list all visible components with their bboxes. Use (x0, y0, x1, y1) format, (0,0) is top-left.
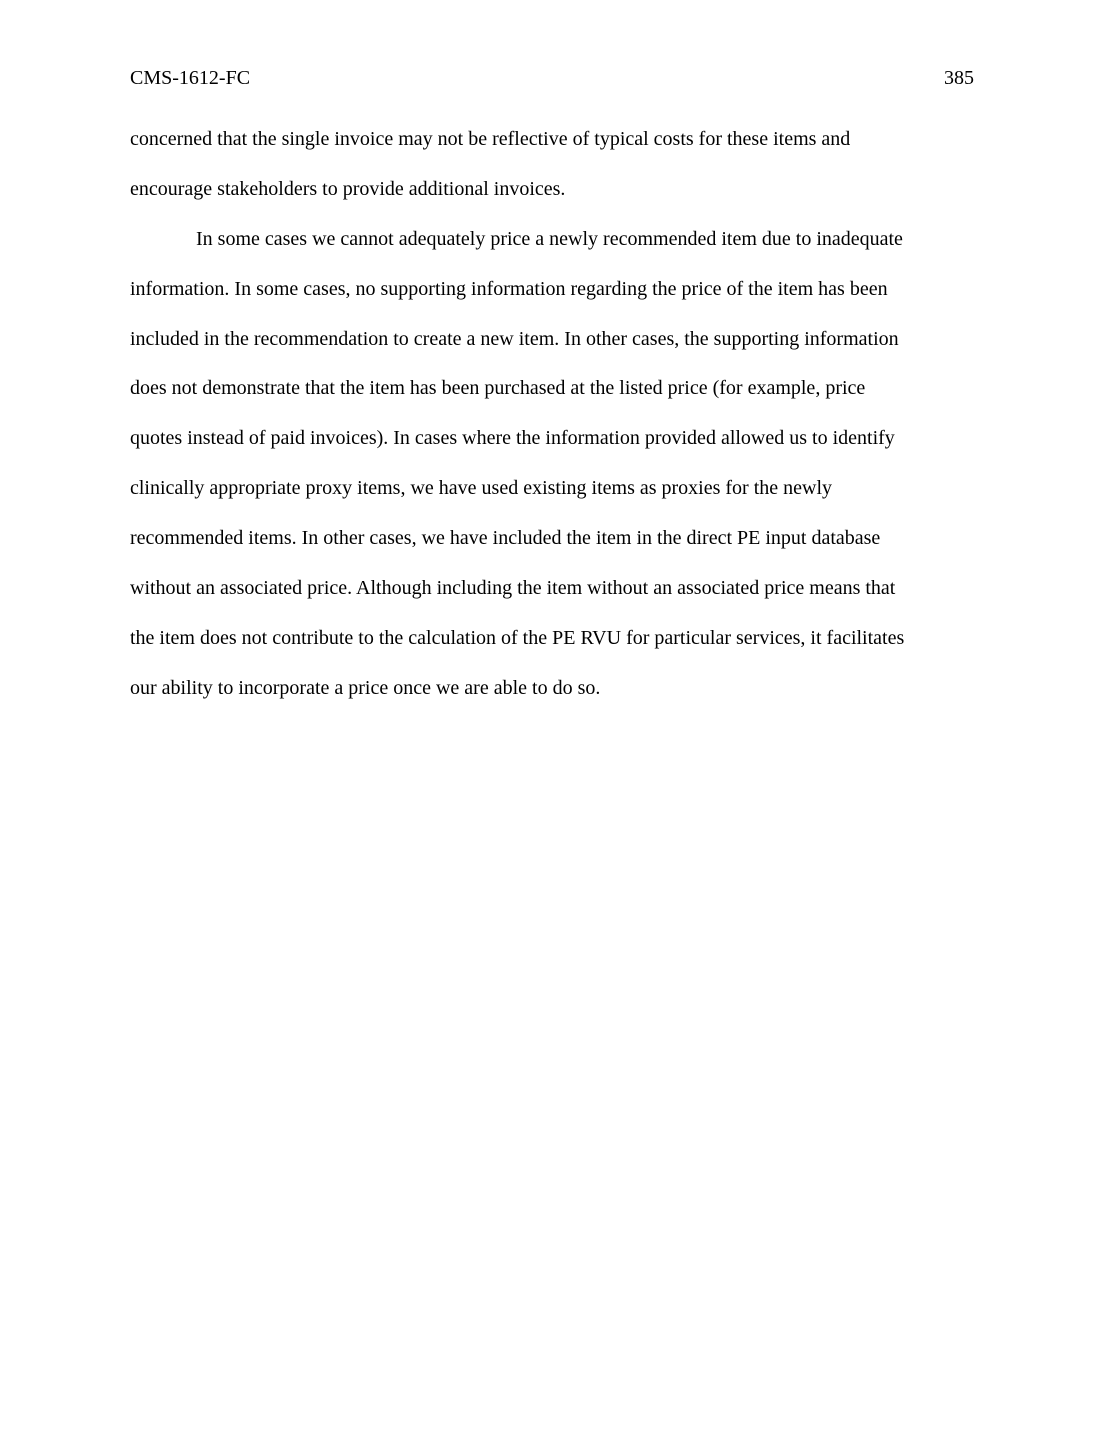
document-id: CMS-1612-FC (130, 67, 251, 89)
text-line: does not demonstrate that the item has been purchased at the listed price (for example, price (130, 377, 866, 400)
text-line: included in the recommendation to create a new item. In other cases, the supporting information (130, 327, 899, 350)
text-line: the item does not contribute to the calculation of the PE RVU for particular services, it facilitates (130, 626, 905, 649)
text-line: concerned that the single invoice may not be reflective of typical costs for these items and (130, 128, 851, 150)
text-line: our ability to incorporate a price once we are able to do so. (130, 676, 601, 699)
text-line: without an associated price. Although including the item without an associated price means that (130, 577, 896, 600)
text-line: clinically appropriate proxy items, we have used existing items as proxies for the newly (130, 477, 833, 500)
text-line: quotes instead of paid invoices). In cases where the information provided allowed us to identify (130, 427, 895, 450)
body-text (130, 115, 980, 714)
page-number: 385 (944, 67, 974, 89)
paragraph-start-line: In some cases we cannot adequately price a newly recommended item due to inadequate (196, 227, 903, 250)
text-line: information. In some cases, no supporting information regarding the price of the item has been (130, 277, 888, 300)
text-line: encourage stakeholders to provide additional invoices. (130, 177, 566, 200)
text-line: recommended items. In other cases, we have included the item in the direct PE input database (130, 527, 881, 550)
